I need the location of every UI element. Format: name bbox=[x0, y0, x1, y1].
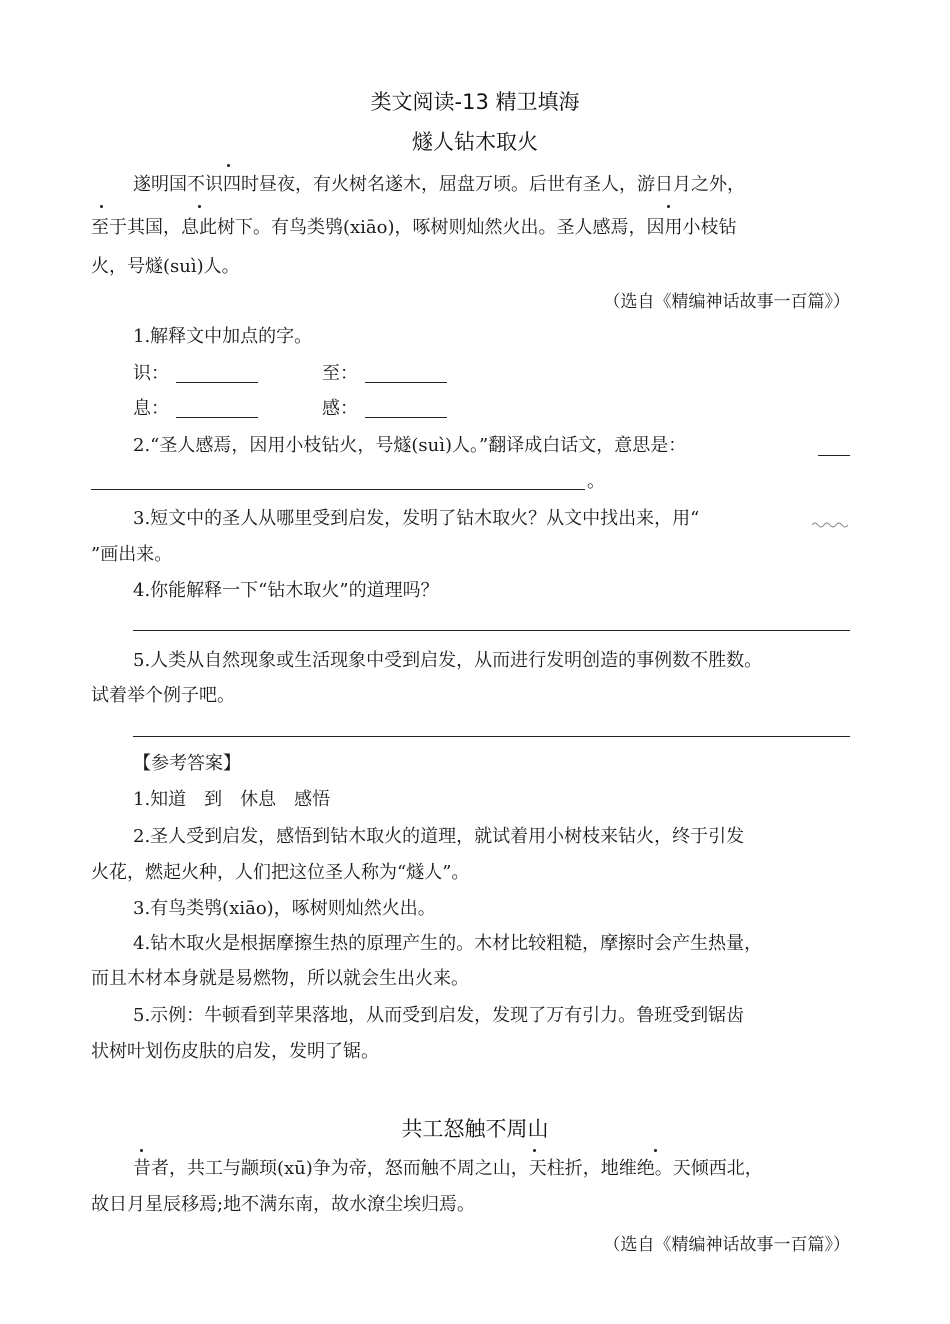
q1-label-xi: 息： bbox=[133, 398, 169, 419]
page-title: 类文阅读-13 精卫填海 bbox=[370, 90, 580, 114]
story2-line-2: 故日月星辰移焉;地不满东南，故水潦尘埃归焉。 bbox=[91, 1194, 476, 1215]
question-5: 5.人类从自然现象或生活现象中受到启发，从而进行发明创造的事例数不胜数。 bbox=[133, 650, 763, 671]
story2-source: （选自《精编神话故事一百篇》） bbox=[603, 1235, 850, 1255]
answer-blank-q2-start[interactable] bbox=[818, 455, 850, 456]
answer-heading: 【参考答案】 bbox=[133, 753, 241, 774]
story1-line-1: 遂明国不识四时昼夜，有火树名遂木，屈盘万顷。后世有圣人，游日月之外， bbox=[133, 174, 745, 195]
answer-2: 2.圣人受到启发，感悟到钻木取火的道理，就试着用小树枝来钻火，终于引发 bbox=[133, 826, 745, 847]
emphasis-dot-zhe bbox=[654, 1149, 657, 1152]
q2-end-mark: 。 bbox=[587, 471, 605, 492]
answer-2-cont: 火花，燃起火种，人们把这位圣人称为“燧人”。 bbox=[91, 862, 470, 883]
answer-blank-q2[interactable] bbox=[91, 489, 585, 490]
emphasis-dot-xi bbox=[198, 205, 201, 208]
question-3: 3.短文中的圣人从哪里受到启发，发明了钻木取火？从文中找出来，用“ bbox=[133, 508, 700, 529]
question-2: 2.“圣人感焉，因用小枝钻火，号燧(suì)人。”翻译成白话文，意思是： bbox=[133, 435, 687, 456]
story1-line-2: 至于其国，息此树下。有鸟类鸮(xiāo)，啄树则灿然火出。圣人感焉，因用小枝钻 bbox=[91, 217, 737, 238]
answer-4-cont: 而且木材本身就是易燃物，所以就会生出火来。 bbox=[91, 968, 469, 989]
question-4: 4.你能解释一下“钻木取火”的道理吗？ bbox=[133, 580, 439, 601]
emphasis-dot-gan bbox=[667, 205, 670, 208]
answer-line-q4[interactable] bbox=[133, 630, 850, 631]
answer-blank-zhi[interactable] bbox=[365, 382, 447, 383]
answer-3: 3.有鸟类鸮(xiāo)，啄树则灿然火出。 bbox=[133, 898, 436, 919]
answer-5: 5.示例：牛顿看到苹果落地，从而受到启发，发现了万有引力。鲁班受到锯齿 bbox=[133, 1005, 745, 1026]
emphasis-dot-shi bbox=[227, 164, 230, 167]
answer-blank-shi[interactable] bbox=[176, 382, 258, 383]
question-5-cont: 试着举个例子吧。 bbox=[91, 685, 235, 706]
emphasis-dot-zhi bbox=[100, 205, 103, 208]
story1-source: （选自《精编神话故事一百篇》） bbox=[603, 292, 850, 312]
answer-5-cont: 状树叶划伤皮肤的启发，发明了锯。 bbox=[91, 1041, 379, 1062]
answer-blank-xi[interactable] bbox=[176, 417, 258, 418]
wavy-line-icon bbox=[812, 521, 848, 529]
answer-line-q5[interactable] bbox=[133, 736, 850, 737]
emphasis-dot-nu bbox=[533, 1149, 536, 1152]
question-3-end: ”画出来。 bbox=[91, 544, 173, 565]
answer-4: 4.钻木取火是根据摩擦生热的原理产生的。木材比较粗糙，摩擦时会产生热量， bbox=[133, 933, 763, 954]
answer-blank-gan[interactable] bbox=[365, 417, 447, 418]
emphasis-dot-xi2 bbox=[140, 1149, 143, 1152]
answer-1: 1.知道 到 休息 感悟 bbox=[133, 789, 331, 810]
story2-line-1: 昔者，共工与颛顼(xū)争为帝，怒而触不周之山，天柱折，地维绝。天倾西北， bbox=[133, 1158, 763, 1179]
story1-line-3: 火，号燧(suì)人。 bbox=[91, 256, 240, 277]
story2-title: 共工怒触不周山 bbox=[401, 1117, 549, 1141]
q1-label-zhi: 至： bbox=[322, 363, 358, 384]
q1-label-shi: 识： bbox=[133, 363, 169, 384]
question-1: 1.解释文中加点的字。 bbox=[133, 326, 313, 347]
q1-label-gan: 感： bbox=[322, 398, 358, 419]
story1-title: 燧人钻木取火 bbox=[412, 130, 538, 154]
